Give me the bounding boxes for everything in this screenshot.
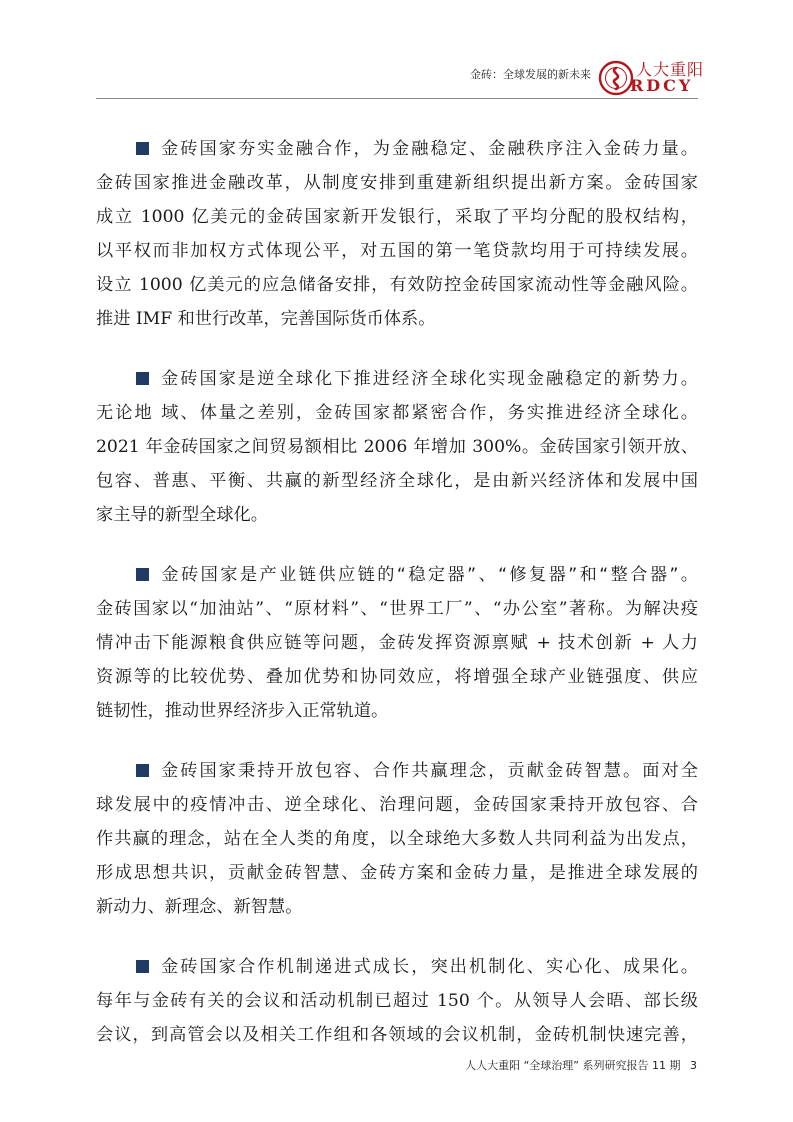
page-number: 3 — [690, 1059, 697, 1072]
square-bullet-icon — [136, 960, 149, 973]
body-line: 设立 1000 亿美元的应急储备安排，有效防控金砖国家流动性等金融风险。 — [96, 275, 698, 295]
heading-text: 金砖国家秉持开放包容、合作共赢理念，贡献金砖智慧。面对全 — [159, 761, 698, 781]
square-bullet-icon — [136, 568, 149, 581]
paragraph-heading — [96, 362, 698, 396]
body-line: 链韧性，推动世界经济步入正常轨道。 — [96, 701, 389, 721]
body-line: 会议，到高管会以及相关工作组和各领域的会议机制，金砖机制快速完善， — [96, 1025, 698, 1045]
square-bullet-icon — [136, 764, 149, 777]
heading-text: 金砖国家是逆全球化下推进经济全球化实现金融稳定的新势力。 — [159, 369, 698, 389]
footer-series-text: 人人大重阳 “全球治理” 系列研究报告 11 期 — [465, 1059, 681, 1072]
heading-text: 金砖国家合作机制递进式成长，突出机制化、实心化、成果化。 — [159, 957, 698, 977]
header-title: 金砖：全球发展的新未来 — [470, 68, 591, 81]
paragraph-heading — [96, 132, 698, 166]
body-line: 2021 年金砖国家之间贸易额相比 2006 年增加 300%。金砖国家引领开放、 — [96, 437, 698, 457]
header-divider — [96, 98, 698, 99]
rdcy-logo — [596, 56, 708, 100]
paragraph-heading — [96, 950, 698, 984]
body-line: 资源等的比较优势、叠加优势和协同效应，将增强全球产业链强度、供应 — [96, 667, 698, 687]
heading-text: 金砖国家是产业链供应链的“稳定器”、“修复器”和“整合器”。 — [159, 565, 698, 585]
body-line: 金砖国家推进金融改革，从制度安排到重建新组织提出新方案。金砖国家 — [96, 173, 698, 193]
paragraph — [96, 362, 698, 532]
article-body — [96, 132, 698, 1078]
body-line: 每年与金砖有关的会议和活动机制已超过 150 个。从领导人会晤、部长级 — [96, 991, 698, 1011]
paragraph — [96, 558, 698, 728]
body-line: 形成思想共识，贡献金砖智慧、金砖方案和金砖力量，是推进全球发展的 — [96, 863, 698, 883]
paragraph — [96, 950, 698, 1052]
body-line: 包容、普惠、平衡、共赢的新型经济全球化，是由新兴经济体和发展中国 — [96, 471, 698, 491]
paragraph — [96, 754, 698, 924]
square-bullet-icon — [136, 142, 149, 155]
body-line: 以平权而非加权方式体现公平，对五国的第一笔贷款均用于可持续发展。 — [96, 241, 698, 261]
body-line: 无论地 域、体量之差别，金砖国家都紧密合作，务实推进经济全球化。 — [96, 403, 698, 423]
page-footer — [465, 1057, 697, 1073]
paragraph-heading — [96, 558, 698, 592]
body-line: 新动力、新理念、新智慧。 — [96, 897, 303, 917]
paragraph — [96, 132, 698, 336]
body-line: 推进 IMF 和世行改革，完善国际货币体系。 — [96, 309, 436, 329]
body-line: 成立 1000 亿美元的金砖国家新开发银行，采取了平均分配的股权结构， — [96, 207, 698, 227]
body-line: 球发展中的疫情冲击、逆全球化、治理问题，金砖国家秉持开放包容、合 — [96, 795, 698, 815]
body-line: 家主导的新型全球化。 — [96, 505, 268, 525]
heading-text: 金砖国家夯实金融合作，为金融稳定、金融秩序注入金砖力量。 — [159, 139, 698, 159]
paragraph-heading — [96, 754, 698, 788]
rdcy-emblem-icon — [598, 60, 634, 96]
body-line: 情冲击下能源粮食供应链等问题，金砖发挥资源禀赋 + 技术创新 + 人力 — [96, 633, 698, 653]
body-line: 作共赢的理念，站在全人类的角度，以全球绝大多数人共同利益为出发点， — [96, 829, 698, 849]
logo-abbr: RDCY — [630, 76, 694, 95]
logo-name: 人大重阳 — [636, 60, 705, 79]
square-bullet-icon — [136, 372, 149, 385]
body-line: 金砖国家以“加油站”、“原材料”、“世界工厂”、“办公室”著称。为解决疫 — [96, 599, 698, 619]
